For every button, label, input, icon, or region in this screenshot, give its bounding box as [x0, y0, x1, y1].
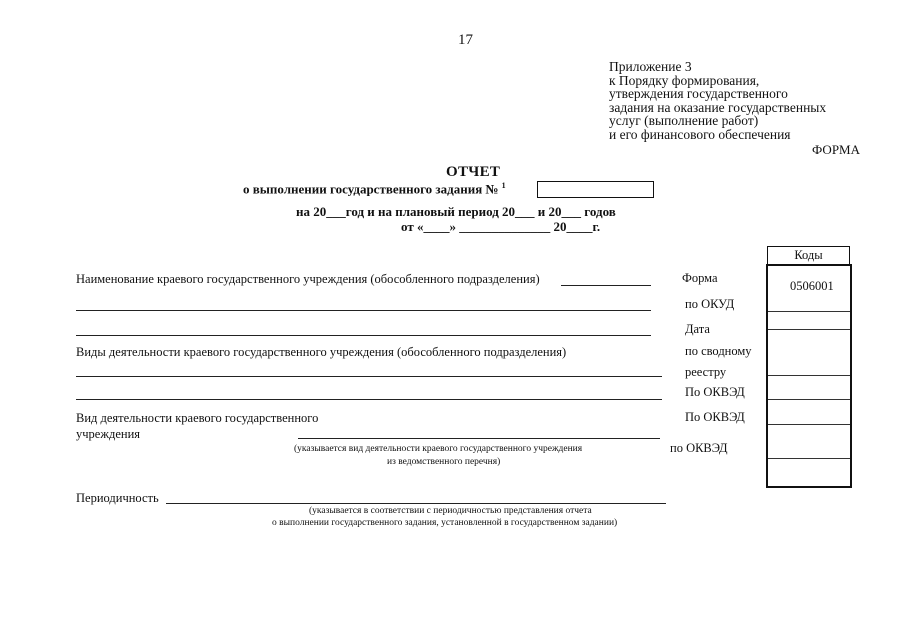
- periodicity-label: Периодичность: [76, 491, 159, 505]
- page-number: 17: [458, 32, 473, 48]
- institution-name-label: Наименование краевого государственного учреждения (обособленного подразделения): [76, 272, 540, 286]
- activity-type-label-2: учреждения: [76, 427, 141, 441]
- form-label: ФОРМА: [812, 142, 860, 157]
- codes-label-registry: реестру: [685, 365, 727, 379]
- periodicity-hint-2: о выполнении государственного задания, установленной в государственном задании): [272, 518, 618, 528]
- date-line: от «____» ______________ 20____г.: [401, 219, 601, 234]
- codes-label-date: Дата: [685, 322, 710, 336]
- appendix-line: к Порядку формирования,: [609, 72, 760, 88]
- activity-type-field[interactable]: [298, 438, 660, 439]
- codes-label-summary: по сводному: [685, 344, 752, 358]
- appendix-line: услуг (выполнение работ): [609, 113, 759, 129]
- footnote-mark: 1: [501, 181, 506, 190]
- activity-types-label: Виды деятельности краевого государственного учреждения (обособленного подразделения): [76, 345, 567, 359]
- codes-row-divider: [768, 311, 850, 312]
- activity-hint-1: (указывается вид деятельности краевого государственного учреждения: [294, 444, 583, 454]
- period-line: на 20___год и на плановый период 20___ и 20___ годов: [296, 204, 616, 219]
- report-subtitle: [243, 181, 506, 197]
- codes-label-okud: по ОКУД: [685, 297, 735, 311]
- codes-row-divider: [768, 329, 850, 330]
- appendix-line: и его финансового обеспечения: [609, 126, 791, 142]
- codes-row-divider: [768, 424, 850, 425]
- appendix-note: [609, 60, 826, 142]
- codes-row-divider: [768, 375, 850, 376]
- okud-code-value: 0506001: [790, 279, 834, 293]
- subtitle-text: о выполнении государственного задания №: [243, 181, 499, 197]
- report-number-field[interactable]: [537, 181, 654, 198]
- periodicity-field[interactable]: [166, 503, 666, 504]
- codes-row-divider: [768, 458, 850, 459]
- appendix-line: утверждения государственного: [609, 86, 788, 102]
- appendix-line: Приложение 3: [609, 59, 692, 74]
- activity-types-field-line-1[interactable]: [76, 376, 662, 377]
- codes-label-okved-1: По ОКВЭД: [685, 385, 745, 399]
- institution-name-field-line-2[interactable]: [76, 310, 651, 311]
- codes-label-okved-2: По ОКВЭД: [685, 410, 745, 424]
- institution-name-field[interactable]: [561, 285, 651, 286]
- codes-label-okved-3: по ОКВЭД: [670, 441, 728, 455]
- appendix-line: задания на оказание государственных: [609, 99, 827, 115]
- report-title: ОТЧЕТ: [446, 164, 501, 180]
- periodicity-hint-1: (указывается в соответствии с периодичностью представления отчета: [309, 506, 592, 516]
- activity-type-label-1: Вид деятельности краевого государственного: [76, 411, 319, 425]
- activity-hint-2: из ведомственного перечня): [387, 457, 501, 467]
- institution-name-field-line-3[interactable]: [76, 335, 651, 336]
- codes-row-divider: [768, 399, 850, 400]
- codes-header: Коды: [767, 246, 850, 265]
- codes-table: [766, 264, 852, 488]
- codes-label-form: Форма: [682, 271, 718, 285]
- activity-types-field-line-2[interactable]: [76, 399, 662, 400]
